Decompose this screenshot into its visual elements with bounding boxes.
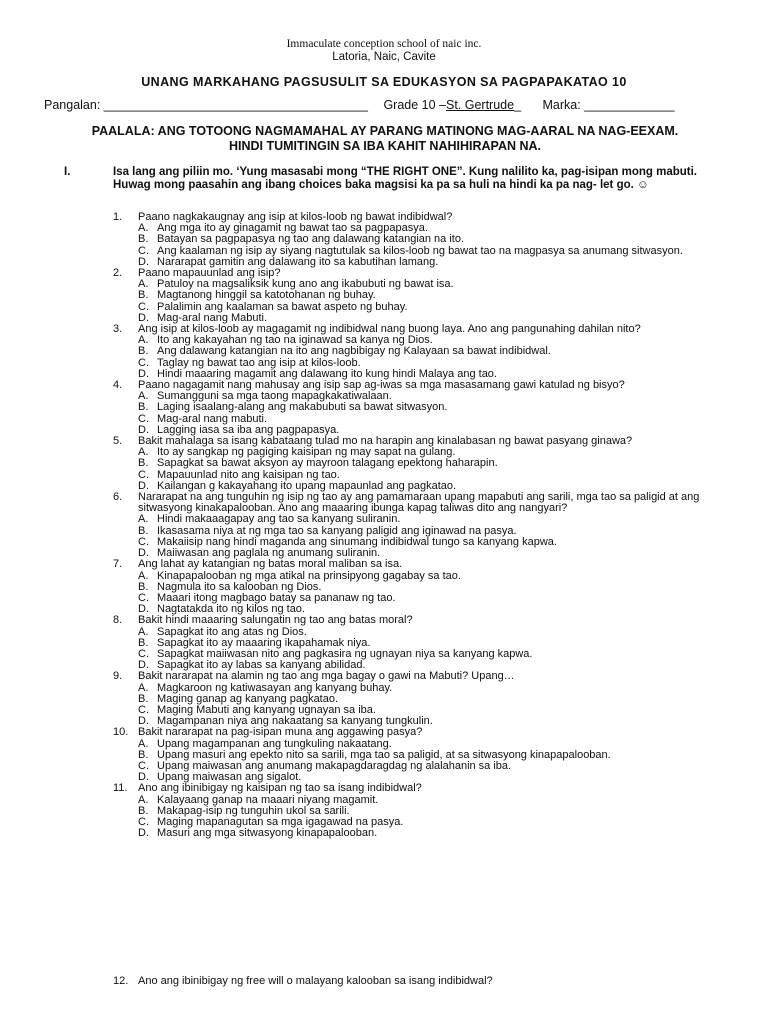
option-text: Upang masuri ang epekto nito sa sarili, mga tao sa paligid, at sa sitwasyong kinapapalooban. [157,748,611,761]
option-letter: B. [138,457,149,470]
option-letter: D. [138,827,149,840]
option-text: Ikasasama niya at ng mga tao sa kanyang paligid ang iginawad na pasya. [157,524,517,537]
school-address: Latoria, Naic, Cavite [332,51,436,63]
question-item [113,559,723,615]
option-text: Kinapapalooban ng mga atikal na prinsipyong gagabay sa tao. [157,569,461,582]
answer-option [113,458,723,469]
option-letter: C. [138,468,149,481]
question-list [113,212,723,839]
option-letter: B. [138,289,149,302]
option-text: Nagtatakda ito ng kilos ng tao. [157,603,305,616]
option-letter: D. [138,311,149,324]
question-stem [113,727,723,738]
option-letter: C. [138,591,149,604]
reminder [40,124,730,153]
option-text: Sapagkat ito ang atas ng Dios. [157,625,307,638]
answer-option [113,290,723,301]
option-text: Sapagkat ito ay labas sa kanyang abilidad. [157,659,366,672]
option-text: Masuri ang mga sitwasyong kinapapalooban. [157,827,378,840]
option-text: Hindi makaaagapay ang tao sa kanyang suliranin. [157,513,401,526]
option-letter: C. [138,535,149,548]
question-item [113,212,723,268]
question-number: 1. [113,211,123,223]
school-name: Immaculate conception school of naic inc. [286,38,482,50]
option-letter: D. [138,547,149,560]
question-text: Paano mapauunlad ang isip? [138,267,281,280]
option-text: Sapagkat ito ay maaaring ikapahamak niya. [157,636,371,649]
option-text: Nagmula ito sa kalooban ng Dios. [157,580,322,593]
option-letter: B. [138,345,149,358]
question-item [113,492,723,559]
question-number: 8. [113,614,123,627]
question-text: Nararapat na ang tunguhin ng isip ng tao ay ang pamamaraan upang mapabuti ang sarili, mga tao sa paligid at ang sitwasyong kinakapalooban. Ano ang maaaring ibunga kapag taliwas dito ang nangyari? [138,491,700,515]
question-item [113,727,723,783]
question-stem [113,559,723,570]
question-stem [113,671,723,682]
option-letter: D. [138,771,149,784]
answer-option [113,514,723,525]
exam-title: UNANG MARKAHANG PAGSUSULIT SA EDUKASYON SA PAGPAPAKATAO 10 [141,75,627,89]
question-12 [113,975,723,987]
question-item [113,783,723,839]
name-field-label: Pangalan: ______________________________________ [44,98,368,112]
score-field-label: Marka: _____________ [542,98,675,112]
option-text: Ang dalawang katangian na ito ang nagbibigay ng Kalayaan sa bawat indibidwal. [157,345,551,358]
option-text: Kailangan g kakayahang ito upang mapaunlad ang pagkatao. [157,479,457,492]
option-text: Palalimin ang kaalaman sa bawat aspeto ng buhay. [157,300,408,313]
question-number: 4. [113,379,123,392]
option-text: Maging mapanagutan sa mga igagawad na pasya. [157,815,404,828]
option-text: Upang magampanan ang tungkuling nakaatang. [157,737,392,750]
option-letter: A. [138,793,149,806]
option-letter: C. [138,300,149,313]
reminder-line-2: HINDI TUMITINGIN SA IBA KAHIT NAHIHIRAPAN NA. [228,138,542,153]
option-text: Mag-aral nang mabuti. [157,412,268,425]
question-number: 5. [113,435,123,448]
option-text: Sumangguni sa mga taong mapagkakatiwalaan. [157,390,392,403]
option-text: Magtanong hinggil sa katotohanan ng buhay. [157,289,376,302]
option-letter: B. [138,804,149,817]
option-text: Lagging iasa sa iba ang pagpapasya. [157,423,340,436]
option-letter: D. [138,659,149,672]
option-letter: B. [138,636,149,649]
question-stem [113,492,723,514]
question-stem [113,615,723,626]
question-text: Paano nagagamit nang mahusay ang isip sap ag-iwas sa mga masasamang gawi katulad ng bisyo? [138,379,625,392]
section-name: St. Gertrude [445,98,515,112]
option-letter: C. [138,356,149,369]
option-text: Ito ay sangkap ng pagiging kaisipan ng may sapat na gulang. [157,446,456,459]
option-text: Patuloy na magsaliksik kung ano ang ikabubuti ng bawat isa. [157,278,454,291]
option-text: Maaari itong magbago batay sa pananaw ng tao. [157,591,396,604]
question-item [113,671,723,727]
option-letter: D. [138,715,149,728]
grade-trail: _ [514,98,522,112]
question-item [113,615,723,671]
option-text: Taglay ng bawat tao ang isip at kilos-loob. [157,356,361,369]
option-letter: A. [138,569,149,582]
option-letter: B. [138,401,149,414]
option-text: Kalayaang ganap na maaari niyang magamit. [157,793,379,806]
question-number: 3. [113,323,123,336]
option-letter: D. [138,479,149,492]
option-letter: C. [138,647,149,660]
question-text: Bakit hindi maaaring salungatin ng tao ang batas moral? [138,614,413,627]
option-letter: D. [138,423,149,436]
option-letter: A. [138,334,149,347]
option-text: Mapauunlad nito ang kaisipan ng tao. [157,468,340,481]
question-text: Bakit nararapat na pag-isipan muna ang aggawing pasya? [138,726,423,739]
option-letter: B. [138,580,149,593]
instructions-text: Isa lang ang piliin mo. ‘Yung masasabi mong “THE RIGHT ONE”. Kung nalilito ka, pag-isipan mong mabuti. Huwag mong paasahin ang ibang choices baka magsisi ka pa sa huli na hindi ka pa nag- let go. ☺ [113,166,698,191]
option-letter: B. [138,524,149,537]
question-item [113,268,723,324]
answer-option [113,402,723,413]
option-text: Ang mga ito ay ginagamit ng bawat tao sa pagpapasya. [157,222,428,235]
section-number: I. [64,166,71,178]
option-letter: A. [138,222,149,235]
question-text: Paano nagkakaugnay ang isip at kilos-loob ng bawat indibidwal? [138,211,453,223]
question-text: Ang isip at kilos-loob ay magagamit ng indibidwal nang buong laya. Ano ang pangunahing dahilan nito? [138,323,641,336]
reminder-line-1: PAALALA: ANG TOTOONG NAGMAMAHAL AY PARANG MATINONG MAG-AARAL NA NAG-EEXAM. [91,124,679,138]
question-item [113,324,723,380]
option-letter: B. [138,748,149,761]
question-number: 9. [113,670,123,683]
option-letter: C. [138,244,149,257]
option-letter: D. [138,603,149,616]
option-text: Magkaroon ng katiwasayan ang kanyang buhay. [157,681,393,694]
option-text: Makapag-isip ng tunguhin ukol sa sarili. [157,804,350,817]
option-letter: A. [138,446,149,459]
question-item [113,436,723,492]
question-stem [113,783,723,794]
option-letter: A. [138,737,149,750]
option-text: Sapagkat sa bawat aksyon ay mayroon talagang epektong haharapin. [157,457,498,470]
option-text: Maging ganap ag kanyang pagkatao. [157,692,339,705]
question-number: 10. [113,726,129,739]
option-text: Makaiisip nang hindi maganda ang sinumang indibidwal tungo sa kanyang kapwa. [157,535,557,548]
question-text: Bakit mahalaga sa isang kabataang tulad mo na harapin ang kinalabasan ng bawat pasyang ginawa? [138,435,633,448]
question-text: Ang lahat ay katangian ng batas moral maliban sa isa. [138,558,403,571]
option-text: Ito ang kakayahan ng tao na iginawad sa kanya ng Dios. [157,334,433,347]
option-letter: B. [138,692,149,705]
question-text: Ano ang ibinibigay ng free will o malayang kalooban sa isang indibidwal? [138,975,493,987]
answer-option [113,234,723,245]
question-number: 11. [113,782,128,795]
option-text: Maging Mabuti ang kanyang ugnayan sa iba. [157,703,376,716]
option-text: Magampanan niya ang nakaatang sa kanyang tungkulin. [157,715,433,728]
option-letter: A. [138,390,149,403]
option-letter: A. [138,625,149,638]
grade-label: Grade 10 – [383,98,446,112]
student-info-row [44,98,724,112]
option-text: Mag-aral nang Mabuti. [157,311,268,324]
option-text: Sapagkat maiiwasan nito ang pagkasira ng ugnayan niya sa kanyang kapwa. [157,647,533,660]
question-number: 7. [113,558,123,571]
option-letter: B. [138,233,149,246]
question-text: Ano ang ibinibigay ng kaisipan ng tao sa isang indibidwal? [138,782,422,795]
option-text: Upang maiwasan ang anumang makapagdaragdag ng alalahanin sa iba. [157,759,512,772]
question-text: Bakit nararapat na alamin ng tao ang mga bagay o gawi na Mabuti? Upang… [138,670,515,683]
option-text: Maiiwasan ang paglala ng anumang suliranin. [157,547,381,560]
option-letter: A. [138,278,149,291]
option-letter: C. [138,412,149,425]
answer-option [113,828,723,839]
answer-option [113,346,723,357]
option-text: Laging isaalang-alang ang makabubuti sa bawat sitwasyon. [157,401,448,414]
question-number: 6. [113,491,123,504]
option-letter: C. [138,759,149,772]
question-item [113,380,723,436]
option-letter: C. [138,703,149,716]
option-letter: A. [138,681,149,694]
option-letter: D. [138,255,149,268]
option-text: Upang maiwasan ang sigalot. [157,771,302,784]
option-text: Ang kaalaman ng isip ay siyang nagtutulak sa kilos-loob ng bawat tao na magpasya sa anumang sitwasyon. [157,244,683,257]
option-letter: D. [138,367,149,380]
option-text: Batayan sa pagpapasya ng tao ang dalawang katangian na ito. [157,233,465,246]
option-letter: A. [138,513,149,526]
option-text: Nararapat gamitin ang dalawang ito sa kabutihan lamang. [157,255,439,268]
option-text: Hindi maaaring magamit ang dalawang ito kung hindi Malaya ang tao. [157,367,497,380]
question-number: 2. [113,267,123,280]
option-letter: C. [138,815,149,828]
question-number: 12. [113,975,129,987]
